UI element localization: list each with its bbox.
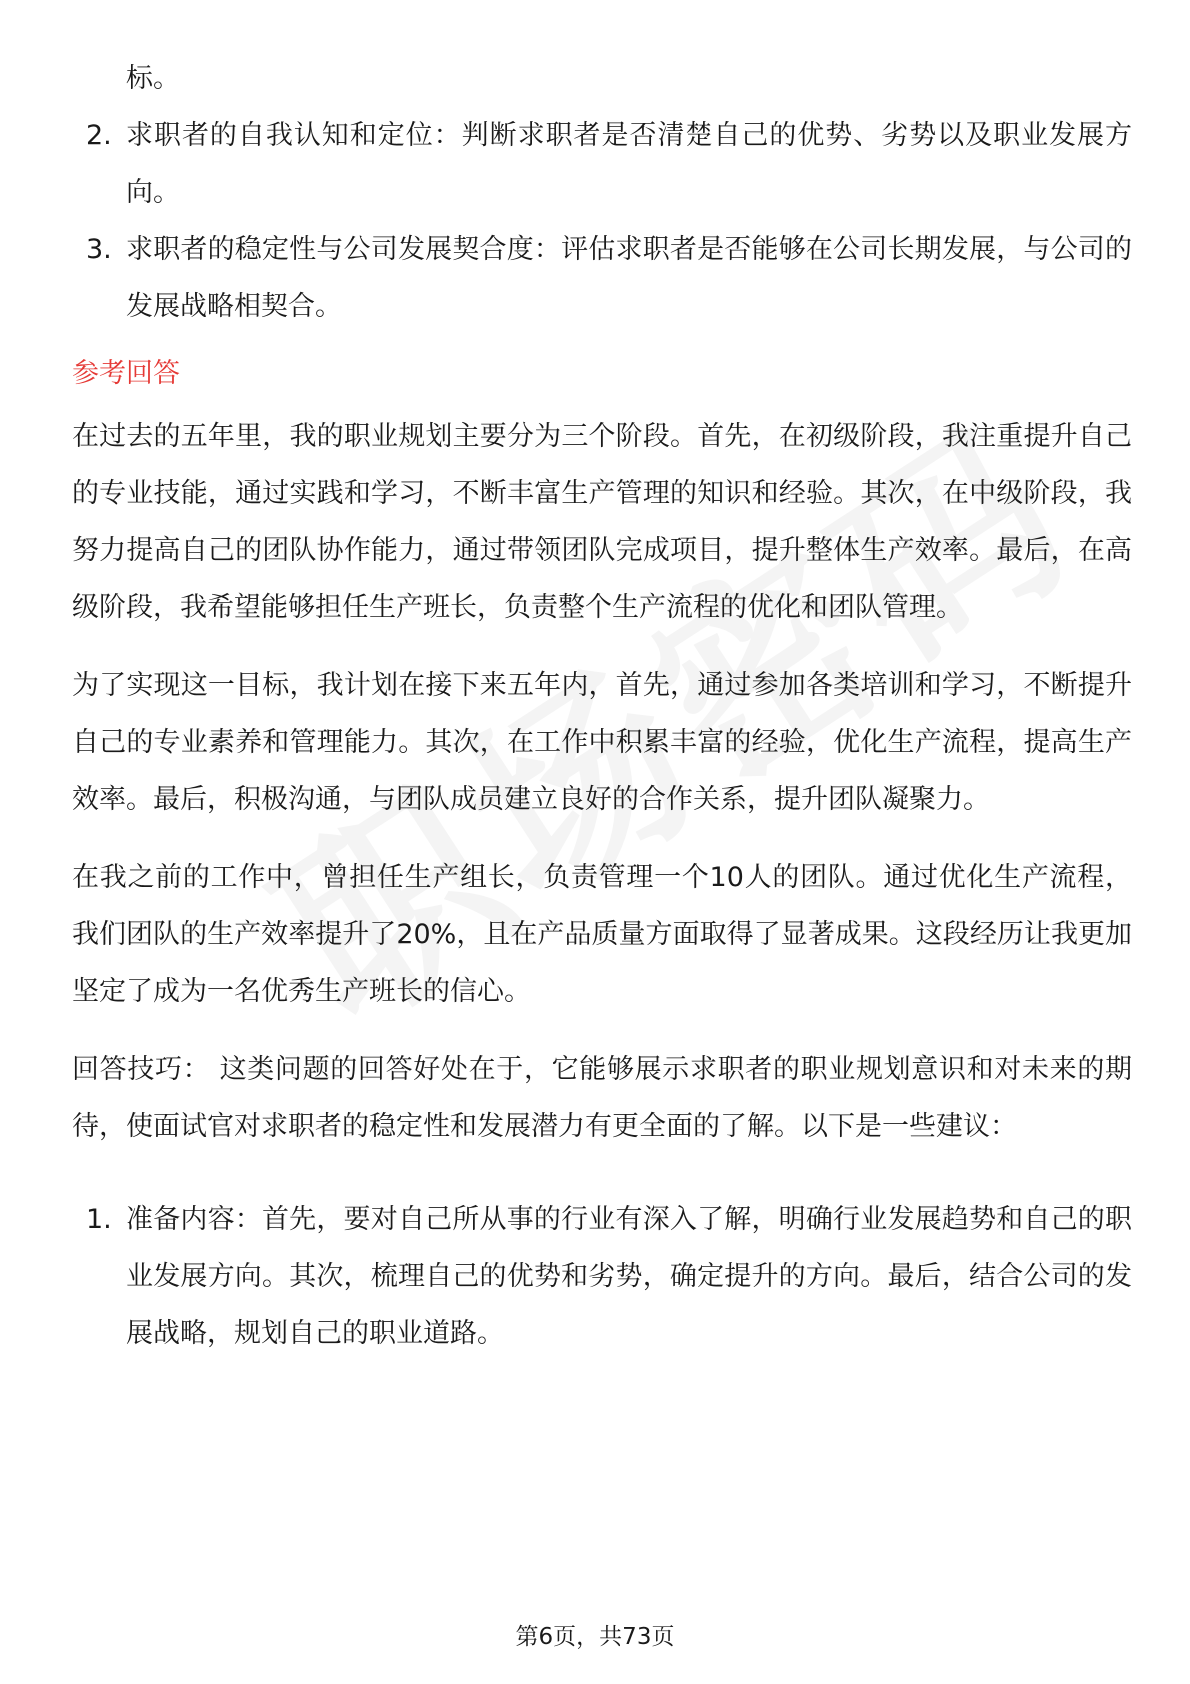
list-number: 1.: [86, 1204, 112, 1235]
continued-text: 标。: [126, 63, 180, 94]
list-item: [72, 107, 1132, 221]
list-text: 求职者的自我认知和定位：判断求职者是否清楚自己的优势、劣势以及职业发展方向。: [126, 120, 1132, 208]
paragraph: 为了实现这一目标，我计划在接下来五年内，首先，通过参加各类培训和学习，不断提升自己的专业素养和管理能力。其次，在工作中积累丰富的经验，优化生产流程，提高生产效率。最后，积极沟通，与团队成员建立良好的合作关系，提升团队凝聚力。: [72, 670, 1132, 815]
list-number: 2.: [86, 120, 112, 151]
list-item: [72, 1191, 1132, 1362]
paragraph: 回答技巧： 这类问题的回答好处在于，它能够展示求职者的职业规划意识和对未来的期待，使面试官对求职者的稳定性和发展潜力有更全面的了解。以下是一些建议：: [72, 1054, 1132, 1142]
criteria-list: [72, 107, 1132, 335]
list-text: 求职者的稳定性与公司发展契合度：评估求职者是否能够在公司长期发展，与公司的发展战略相契合。: [126, 234, 1132, 322]
list-number: 3.: [86, 234, 112, 265]
document-body: [72, 50, 1132, 1362]
list-item: [72, 221, 1132, 335]
paragraph: 在我之前的工作中，曾担任生产组长，负责管理一个10人的团队。通过优化生产流程，我们团队的生产效率提升了20%，且在产品质量方面取得了显著成果。这段经历让我更加坚定了成为一名优秀生产班长的信心。: [72, 862, 1132, 1007]
section-title: 参考回答: [72, 358, 180, 389]
list-text: 准备内容：首先，要对自己所从事的行业有深入了解，明确行业发展趋势和自己的职业发展方向。其次，梳理自己的优势和劣势，确定提升的方向。最后，结合公司的发展战略，规划自己的职业道路。: [126, 1204, 1132, 1349]
tips-list: [72, 1191, 1132, 1362]
paragraph: 在过去的五年里，我的职业规划主要分为三个阶段。首先，在初级阶段，我注重提升自己的专业技能，通过实践和学习，不断丰富生产管理的知识和经验。其次，在中级阶段，我努力提高自己的团队协作能力，通过带领团队完成项目，提升整体生产效率。最后，在高级阶段，我希望能够担任生产班长，负责整个生产流程的优化和团队管理。: [72, 421, 1132, 623]
page-number: 第6页，共73页: [515, 1624, 675, 1650]
